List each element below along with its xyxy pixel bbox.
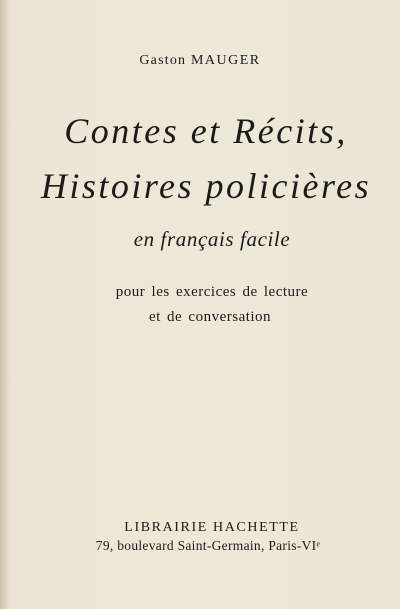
publisher-address: 79, boulevard Saint-Germain, Paris-VIᵉ [95,538,321,553]
author-name [0,53,400,69]
publisher-name: LIBRAIRIE HACHETTE [124,520,300,535]
author-surname: MAUGER [190,53,261,68]
purpose-line-2: et de conversation [148,309,272,325]
subtitle: en français facile [133,227,291,251]
spine-shadow [0,0,10,609]
title-line-2: Histoires policières [40,166,372,206]
title-line-1: Contes et Récits, [64,111,348,151]
author-given-name: Gaston [139,53,187,68]
purpose-line-1: pour les exercices de lecture [115,284,309,300]
